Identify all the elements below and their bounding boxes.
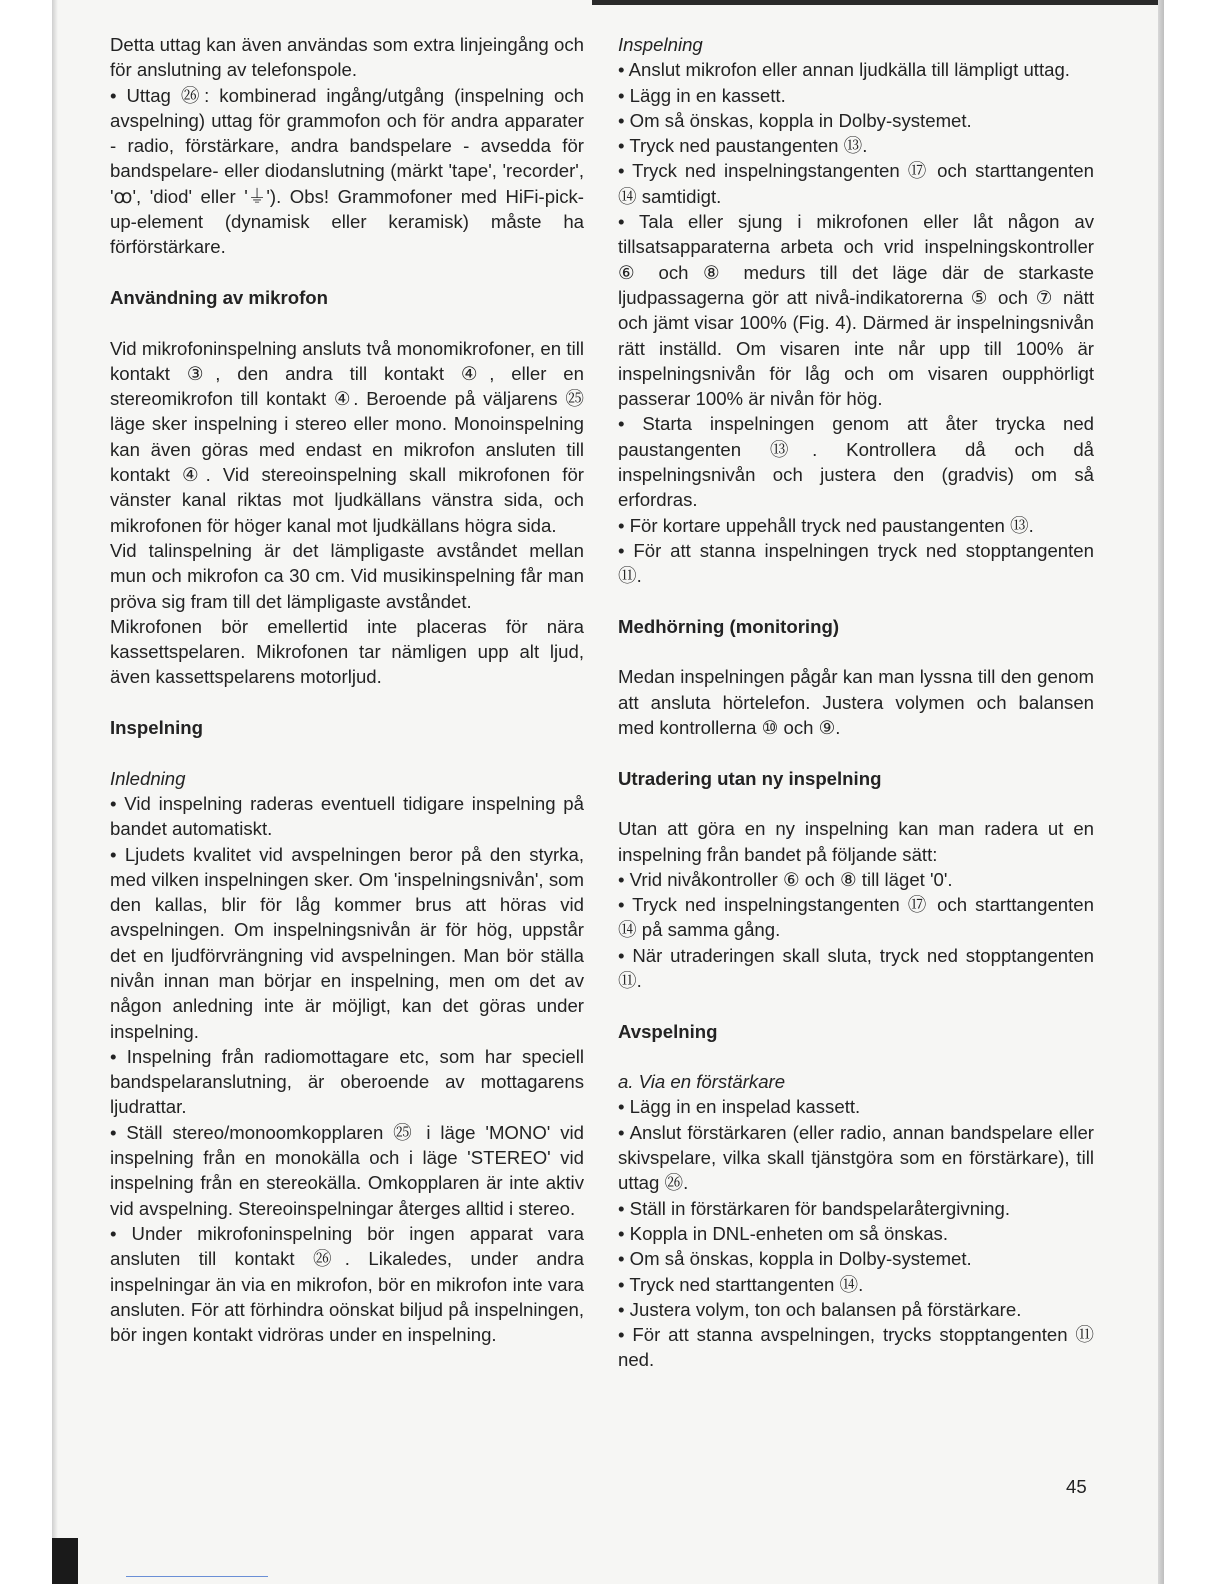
mic-paragraph-1: Vid mikrofoninspelning ansluts två monomikrofoner, en till kontakt ③, den andra till kontakt ④, eller en stereomikrofon till kontakt ④. Beroende på väljarens ㉕ läge sker inspelning i stereo eller mono. Monoinspelning kan även göras med endast en mikrofon ansluten till kontakt ④. Vid stereoinspelning skall mikrofonen för vänster kanal riktas mot ljudkällans vänstra sida, och mikrofonen för höger kanal mot ljudkällans högra sida. [110, 337, 584, 536]
erase-paragraph: Utan att göra en ny inspelning kan man radera ut en inspelning från bandet på följande sätt: [618, 818, 1094, 865]
step-bullet-6: • Tala eller sjung i mikrofonen eller låt någon av tillsatsapparaterna arbeta och vrid inspelningskontroller ⑥ och ⑧ medurs till det läge där de starkaste ljudpassagerna gör att nivå-indikatorerna ⑤ och ⑦ nätt och jämt visar 100% (Fig. 4). Därmed är inspelningsnivån rätt inställd. Om visaren inte når upp till 100% är inspelningsnivån för låg och om visaren oupphörligt passerar 100% är nivån för hög. [618, 211, 1094, 410]
mic-paragraph-2: Vid talinspelning är det lämpligaste avståndet mellan mun och mikrofon ca 30 cm. Vid musikinspelning får man pröva sig fram till det lämpligaste avståndet. [110, 539, 584, 612]
rec-bullet-1: • Vid inspelning raderas eventuell tidigare inspelning på bandet automatiskt. [110, 792, 584, 840]
playback-subheading: a. Via en förstärkare [618, 1071, 786, 1093]
rec-bullet-5: • Under mikrofoninspelning bör ingen apparat vara ansluten till kontakt ㉖. Likaledes, under andra inspelningar än via en mikrofon, bör en mikrofon inte vara ansluten. För att förhindra oönskat biljud på inspelningen, bör ingen kontakt vidröras under en inspelning. [110, 1222, 584, 1346]
recording-subheading: Inspelning [618, 34, 703, 55]
play-bullet-4: • Koppla in DNL-enheten om så önskas. [618, 1222, 949, 1244]
erase-bullet-3: • När utraderingen skall sluta, tryck ned stopptangenten ⑪. [618, 944, 1094, 991]
step-bullet-2: • Lägg in en kassett. [618, 84, 786, 106]
left-column [110, 32, 584, 1347]
scan-edge-top [592, 0, 1164, 5]
erase-heading: Utradering utan ny inspelning [618, 767, 882, 789]
rec-bullet-4: • Ställ stereo/monoomkopplaren ㉕ i läge 'MONO' vid inspelning från en monokälla och i läge 'STEREO' vid inspelning från en stereokälla. Omkopplaren är inte aktiv vid avspelning. Stereoinspelningar återges alltid i stereo. [110, 1121, 584, 1219]
uttag26-bullet: • Uttag ㉖: kombinerad ingång/utgång (inspelning och avspelning) uttag för grammofon och för andra apparater - radio, förstärkare, andra bandspelare - avsedda för bandspelare- eller diodanslutning (märkt 'tape', 'recorder', 'ꝏ', 'diod' eller '⏚'). Obs! Grammofoner med HiFi-pick-up-element (dynamisk eller keramisk) måste ha förförstärkare. [110, 84, 584, 258]
play-bullet-6: • Tryck ned starttangenten ⑭. [618, 1273, 864, 1295]
right-column [618, 32, 1094, 1373]
rec-bullet-3: • Inspelning från radiomottagare etc, som har speciell bandspelaranslutning, är oberoende av mottagarens ljudrattar. [110, 1045, 584, 1118]
step-bullet-7: • Starta inspelningen genom att åter trycka ned paustangenten ⑬. Kontrollera då och då inspelningsnivån och justera den (gradvis) om så erfordras. [618, 413, 1094, 511]
step-bullet-8: • För kortare uppehåll tryck ned paustangenten ⑬. [618, 514, 1034, 536]
intro-subheading: Inledning [110, 767, 186, 789]
step-bullet-1: • Anslut mikrofon eller annan ljudkälla till lämpligt uttag. [618, 59, 1070, 81]
step-bullet-5: • Tryck ned inspelningstangenten ⑰ och starttangenten ⑭ samtidigt. [618, 160, 1094, 207]
play-bullet-2: • Anslut förstärkaren (eller radio, annan bandspelare eller skivspelare, vilka skall tjänstgöra som en förstärkare), till uttag ㉖. [618, 1121, 1094, 1194]
step-bullet-3: • Om så önskas, koppla in Dolby-systemet. [618, 109, 972, 131]
monitoring-heading: Medhörning (monitoring) [618, 615, 840, 637]
scan-edge-right [1158, 0, 1164, 1584]
mic-paragraph-3: Mikrofonen bör emellertid inte placeras för nära kassettspelaren. Mikrofonen tar nämligen upp alt ljud, även kassettspelarens motorljud. [110, 615, 584, 688]
play-bullet-7: • Justera volym, ton och balansen på förstärkare. [618, 1298, 1022, 1320]
erase-bullet-1: • Vrid nivåkontroller ⑥ och ⑧ till läget '0'. [618, 868, 953, 890]
page-number: 45 [1066, 1476, 1087, 1497]
step-bullet-9: • För att stanna inspelningen tryck ned stopptangenten ⑪. [618, 539, 1094, 587]
scan-edge-bottom [52, 1538, 78, 1584]
erase-bullet-2: • Tryck ned inspelningstangenten ⑰ och starttangenten ⑭ på samma gång. [618, 894, 1094, 941]
rec-bullet-2: • Ljudets kvalitet vid avspelningen beror på den styrka, med vilken inspelningen sker. Om 'inspelningsnivån', som den kallas, blir för låg kommer brus att höras vid avspelningen. Om inspelningsnivån är för hög, uppstår det en ljudförvrängning vid avspelningen. Man bör ställa nivån innan man börjar en inspelning, men om det av någon anledning inte är möjligt, kan det göras under inspelning. [110, 843, 584, 1042]
monitoring-paragraph: Medan inspelningen pågår kan man lyssna till den genom att ansluta hörtelefon. Justera volymen och balansen med kontrollerna ⑩ och ⑨. [618, 666, 1094, 739]
play-bullet-1: • Lägg in en inspelad kassett. [618, 1096, 861, 1118]
play-bullet-3: • Ställ in förstärkaren för bandspelaråtergivning. [618, 1197, 1011, 1219]
mic-heading: Användning av mikrofon [110, 286, 328, 308]
page-fold-shadow [52, 0, 58, 1584]
step-bullet-4: • Tryck ned paustangenten ⑬. [618, 135, 868, 157]
play-bullet-8: • För att stanna avspelningen, trycks stopptangenten ⑪ ned. [618, 1324, 1094, 1371]
recording-heading: Inspelning [110, 717, 203, 739]
intro-paragraph: Detta uttag kan även användas som extra linjeingång och för anslutning av telefonspole. [110, 34, 584, 81]
play-bullet-5: • Om så önskas, koppla in Dolby-systemet. [618, 1248, 972, 1270]
scan-artifact-line [126, 1576, 268, 1577]
playback-heading: Avspelning [618, 1020, 718, 1042]
